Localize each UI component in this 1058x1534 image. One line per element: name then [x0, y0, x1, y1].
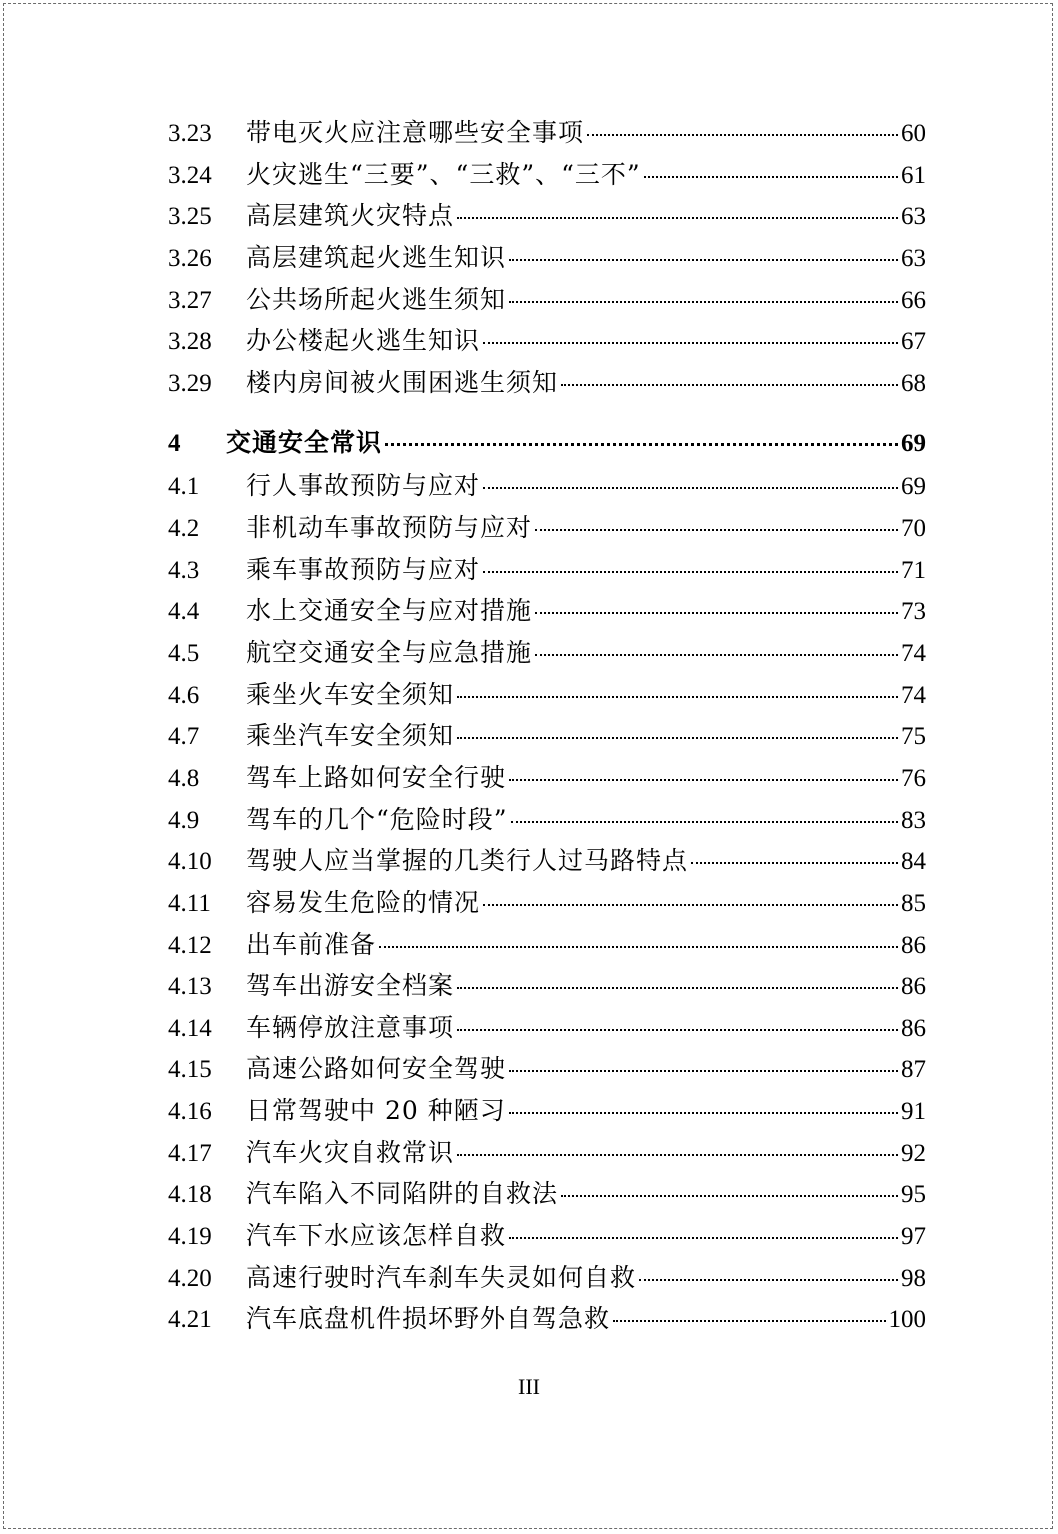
- entry-page-number: 68: [901, 369, 926, 397]
- entry-page-number: 67: [901, 328, 926, 356]
- dot-leader: [385, 443, 898, 446]
- entry-title: 车辆停放注意事项: [246, 1012, 455, 1042]
- entry-number: 4.17: [168, 1139, 212, 1167]
- entry-page-number: 74: [901, 681, 926, 709]
- entry-title: 行人事故预防与应对: [246, 471, 481, 501]
- dot-leader: [483, 487, 898, 489]
- toc-entry[interactable]: [168, 1090, 926, 1132]
- entry-number: 3.28: [168, 328, 212, 356]
- dot-leader: [483, 571, 898, 573]
- entry-title: 高层建筑起火逃生知识: [246, 242, 507, 272]
- toc-entry[interactable]: [168, 1298, 926, 1340]
- entry-title: 高速行驶时汽车刹车失灵如何自救: [246, 1262, 637, 1292]
- entry-number: 3.27: [168, 286, 212, 314]
- chapter-page-number: 69: [901, 430, 926, 458]
- entry-number: 4.16: [168, 1098, 212, 1126]
- entry-title: 容易发生危险的情况: [246, 887, 481, 917]
- entry-title: 汽车陷入不同陷阱的自救法: [246, 1179, 559, 1209]
- toc-chapter-heading[interactable]: [168, 421, 926, 465]
- entry-page-number: 87: [901, 1056, 926, 1084]
- dot-leader: [457, 737, 898, 739]
- dot-leader: [483, 904, 898, 906]
- entry-number: 4.4: [168, 598, 200, 626]
- dot-leader: [691, 862, 898, 864]
- entry-number: 3.26: [168, 244, 212, 272]
- toc-entry[interactable]: [168, 320, 926, 362]
- toc-entry[interactable]: [168, 882, 926, 924]
- page-folio: III: [518, 1374, 540, 1399]
- entry-page-number: 63: [901, 244, 926, 272]
- toc-entry[interactable]: [168, 1173, 926, 1215]
- table-of-contents: [168, 112, 926, 1340]
- entry-number: 4.1: [168, 473, 200, 501]
- entry-page-number: 85: [901, 889, 926, 917]
- entry-title: 高层建筑火灾特点: [246, 201, 455, 231]
- dot-leader: [613, 1320, 885, 1322]
- entry-page-number: 61: [901, 161, 926, 189]
- dot-leader: [509, 1070, 898, 1072]
- toc-section-4: [168, 421, 926, 1339]
- entry-title: 高速公路如何安全驾驶: [246, 1054, 507, 1084]
- toc-entry[interactable]: [168, 362, 926, 404]
- entry-title: 驾车出游安全档案: [246, 971, 455, 1001]
- entry-page-number: 84: [901, 848, 926, 876]
- dot-leader: [535, 529, 898, 531]
- entry-number: 4.10: [168, 848, 212, 876]
- entry-title: 火灾逃生“三要”、“三救”、“三不”: [246, 159, 641, 189]
- toc-entry[interactable]: [168, 1007, 926, 1049]
- entry-title: 日常驾驶中 20 种陋习: [246, 1096, 506, 1126]
- entry-page-number: 63: [901, 203, 926, 231]
- entry-title: 汽车底盘机件损坏野外自驾急救: [246, 1304, 611, 1334]
- dot-leader: [644, 176, 898, 178]
- entry-page-number: 76: [901, 764, 926, 792]
- entry-title: 带电灭火应注意哪些安全事项: [246, 118, 585, 147]
- dot-leader: [457, 1154, 898, 1156]
- entry-number: 4.5: [168, 640, 200, 668]
- dot-leader: [561, 1195, 898, 1197]
- toc-entry[interactable]: [168, 195, 926, 237]
- toc-entry[interactable]: [168, 154, 926, 196]
- dot-leader: [561, 384, 898, 386]
- entry-page-number: 70: [901, 515, 926, 543]
- entry-page-number: 74: [901, 640, 926, 668]
- entry-number: 4.18: [168, 1181, 212, 1209]
- toc-entry[interactable]: [168, 465, 926, 507]
- entry-page-number: 66: [901, 286, 926, 314]
- entry-number: 4.8: [168, 764, 200, 792]
- entry-title: 航空交通安全与应急措施: [246, 638, 533, 668]
- dot-leader: [535, 612, 898, 614]
- entry-title: 公共场所起火逃生须知: [246, 284, 507, 314]
- entry-page-number: 98: [901, 1264, 926, 1292]
- toc-entry[interactable]: [168, 279, 926, 321]
- entry-page-number: 71: [901, 556, 926, 584]
- entry-page-number: 100: [888, 1306, 926, 1334]
- entry-title: 水上交通安全与应对措施: [246, 596, 533, 626]
- entry-number: 4.13: [168, 973, 212, 1001]
- toc-section-3: [168, 112, 926, 403]
- entry-title: 乘坐汽车安全须知: [246, 721, 455, 751]
- entry-page-number: 95: [901, 1181, 926, 1209]
- entry-page-number: 69: [901, 473, 926, 501]
- entry-page-number: 75: [901, 723, 926, 751]
- entry-page-number: 83: [901, 806, 926, 834]
- toc-entry[interactable]: [168, 1132, 926, 1174]
- entry-number: 4.15: [168, 1056, 212, 1084]
- toc-entry[interactable]: [168, 715, 926, 757]
- entry-page-number: 92: [901, 1139, 926, 1167]
- entry-number: 3.29: [168, 369, 212, 397]
- entry-page-number: 86: [901, 931, 926, 959]
- entry-page-number: 60: [901, 120, 926, 147]
- entry-number: 4.2: [168, 515, 200, 543]
- entry-title: 乘坐火车安全须知: [246, 679, 455, 709]
- toc-entry[interactable]: [168, 549, 926, 591]
- entry-number: 4.9: [168, 806, 200, 834]
- toc-entry[interactable]: [168, 924, 926, 966]
- entry-number: 3.23: [168, 120, 212, 147]
- dot-leader: [639, 1279, 898, 1281]
- toc-entry[interactable]: [168, 799, 926, 841]
- entry-title: 非机动车事故预防与应对: [246, 513, 533, 543]
- toc-entry[interactable]: [168, 1257, 926, 1299]
- entry-title: 汽车火灾自救常识: [246, 1137, 455, 1167]
- entry-title: 办公楼起火逃生知识: [246, 326, 481, 356]
- entry-title: 乘车事故预防与应对: [246, 554, 481, 584]
- entry-page-number: 73: [901, 598, 926, 626]
- entry-title: 楼内房间被火围困逃生须知: [246, 367, 559, 397]
- dot-leader: [509, 779, 898, 781]
- chapter-number: 4: [168, 430, 181, 458]
- entry-number: 3.25: [168, 203, 212, 231]
- toc-entry[interactable]: [168, 674, 926, 716]
- dot-leader: [509, 301, 898, 303]
- dot-leader: [509, 1237, 898, 1239]
- entry-title: 汽车下水应该怎样自救: [246, 1221, 507, 1251]
- entry-number: 4.3: [168, 556, 200, 584]
- entry-title: 驾车的几个“危险时段”: [246, 804, 508, 834]
- entry-title: 驾车上路如何安全行驶: [246, 762, 507, 792]
- entry-page-number: 86: [901, 973, 926, 1001]
- entry-page-number: 91: [901, 1098, 926, 1126]
- toc-entry[interactable]: [168, 632, 926, 674]
- dot-leader: [457, 217, 898, 219]
- dot-leader: [587, 134, 898, 136]
- entry-number: 4.12: [168, 931, 212, 959]
- toc-entry[interactable]: [168, 757, 926, 799]
- dot-leader: [483, 342, 898, 344]
- dot-leader: [457, 1029, 898, 1031]
- entry-page-number: 97: [901, 1223, 926, 1251]
- dot-leader: [511, 821, 898, 823]
- dot-leader: [535, 654, 898, 656]
- entry-number: 4.6: [168, 681, 200, 709]
- entry-number: 4.19: [168, 1223, 212, 1251]
- dot-leader: [457, 696, 898, 698]
- toc-entry[interactable]: [168, 507, 926, 549]
- entry-title: 出车前准备: [246, 929, 377, 959]
- entry-title: 驾驶人应当掌握的几类行人过马路特点: [246, 846, 689, 876]
- entry-number: 4.7: [168, 723, 200, 751]
- toc-entry[interactable]: [168, 112, 926, 154]
- entry-number: 4.21: [168, 1306, 212, 1334]
- dot-leader: [457, 987, 898, 989]
- dot-leader: [509, 259, 898, 261]
- toc-entry[interactable]: [168, 590, 926, 632]
- entry-number: 3.24: [168, 161, 212, 189]
- entry-number: 4.11: [168, 889, 211, 917]
- toc-entry[interactable]: [168, 1215, 926, 1257]
- entry-number: 4.20: [168, 1264, 212, 1292]
- entry-number: 4.14: [168, 1014, 212, 1042]
- toc-entry[interactable]: [168, 1048, 926, 1090]
- dot-leader: [379, 946, 898, 948]
- entry-page-number: 86: [901, 1014, 926, 1042]
- toc-entry[interactable]: [168, 965, 926, 1007]
- toc-entry[interactable]: [168, 237, 926, 279]
- chapter-title: 交通安全常识: [226, 428, 383, 458]
- dot-leader: [509, 1112, 898, 1114]
- toc-entry[interactable]: [168, 840, 926, 882]
